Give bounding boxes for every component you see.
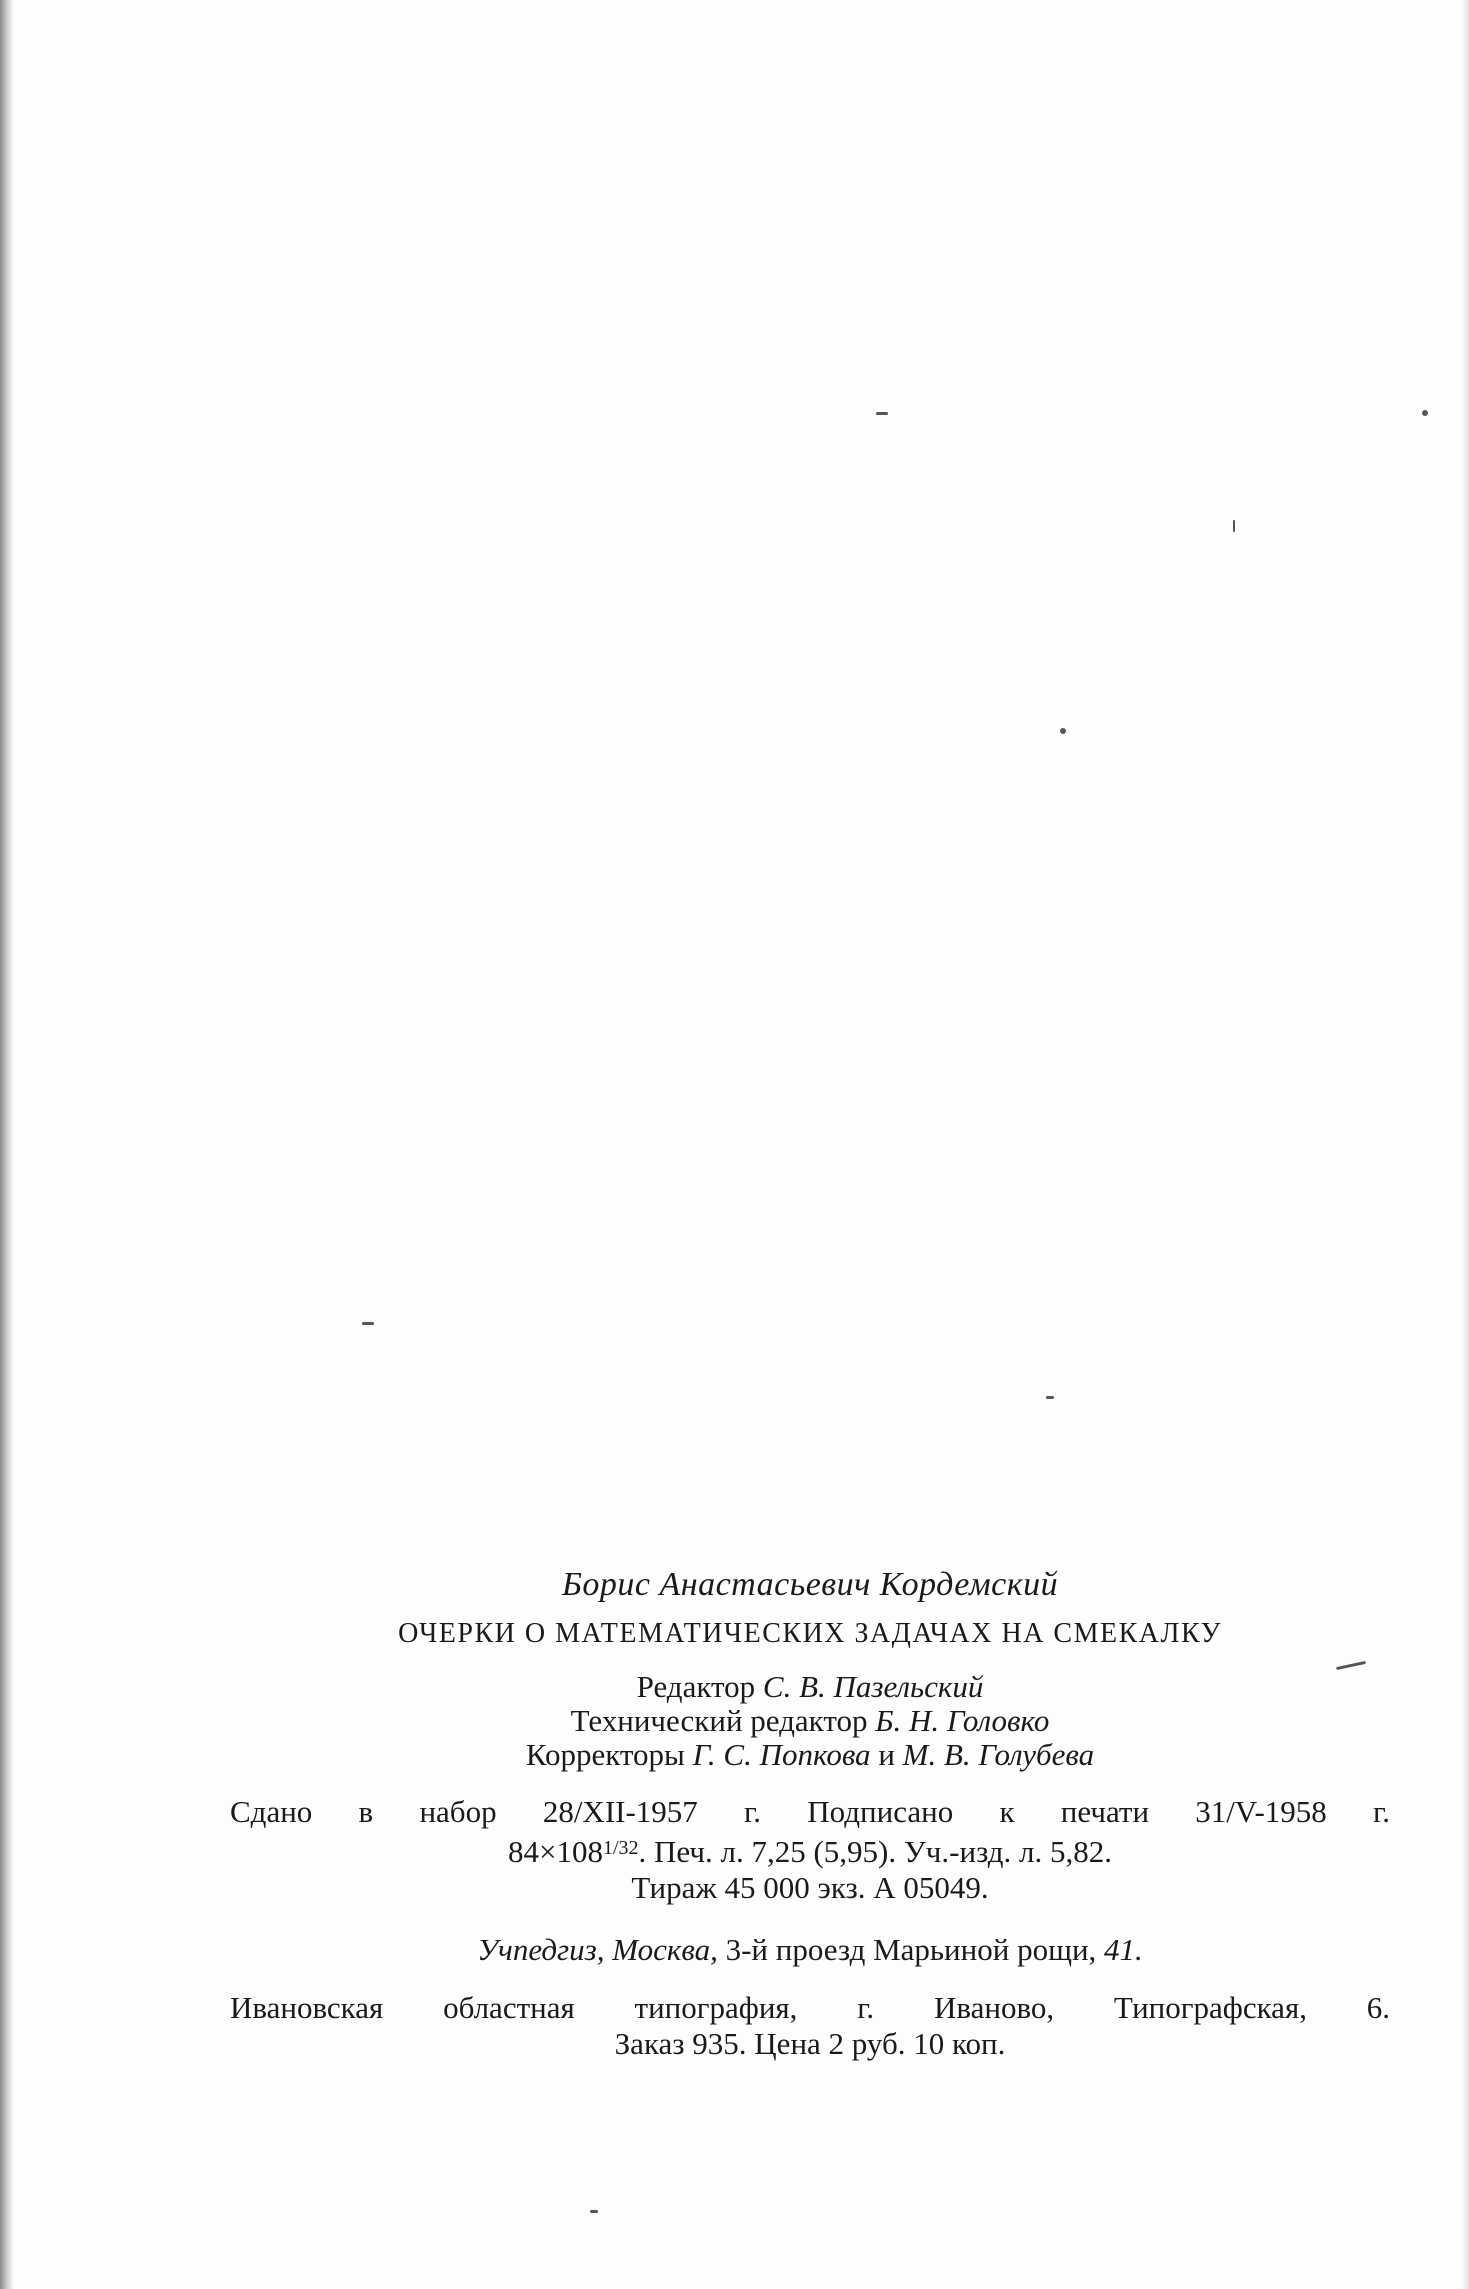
author-name: Борис Анастасьевич Кордемский (561, 1566, 1059, 1603)
publisher-line (220, 1932, 1400, 1968)
editor-credit (220, 1670, 1400, 1704)
book-title: ОЧЕРКИ О МАТЕМАТИЧЕСКИХ ЗАДАЧАХ НА СМЕКАЛКУ (398, 1618, 1222, 1649)
publisher-address: 3-й проезд Марьиной рощи, (725, 1932, 1097, 1967)
correctors-role: Корректоры (525, 1737, 685, 1772)
scan-speck (1060, 728, 1066, 734)
tech-editor-name: Б. Н. Головко (875, 1703, 1050, 1738)
scan-edge-left (0, 0, 14, 2289)
scan-edge-right (1461, 0, 1469, 2289)
scan-speck (1046, 1396, 1054, 1399)
order-line: Заказ 935. Цена 2 руб. 10 коп. (614, 2026, 1006, 2061)
scan-speck (590, 2210, 598, 2213)
scan-speck (1422, 410, 1428, 416)
corrector-1-name: Г. С. Попкова (692, 1737, 871, 1772)
scan-speck (1233, 520, 1235, 532)
corrector-2-name: М. В. Голубева (902, 1737, 1095, 1772)
format-rest: . Печ. л. 7,25 (5,95). Уч.-изд. л. 5,82. (638, 1834, 1112, 1869)
printer-line: Ивановская областная типография, г. Иваново, Типографская, 6. (230, 1990, 1390, 2025)
format-fraction: 1/32 (602, 1837, 639, 1859)
publisher-city: Москва, (612, 1932, 718, 1967)
publisher-number: 41. (1104, 1932, 1143, 1967)
format-line (220, 1830, 1400, 1870)
editor-name: С. В. Пазельский (762, 1669, 984, 1704)
scan-speck (876, 412, 888, 415)
publisher-name: Учпедгиз, (477, 1932, 605, 1967)
correctors-credit (220, 1738, 1400, 1772)
colophon (220, 1568, 1400, 2062)
tech-editor-role: Технический редактор (570, 1703, 868, 1738)
print-run-line: Тираж 45 000 экз. А 05049. (631, 1870, 989, 1905)
correctors-and: и (878, 1737, 895, 1772)
tech-editor-credit (220, 1704, 1400, 1738)
editor-role: Редактор (636, 1669, 756, 1704)
format-main: 84×108 (507, 1834, 603, 1869)
print-dates-line: Сдано в набор 28/XII-1957 г. Подписано к печати 31/V-1958 г. (230, 1794, 1390, 1829)
scan-speck (362, 1322, 374, 1325)
